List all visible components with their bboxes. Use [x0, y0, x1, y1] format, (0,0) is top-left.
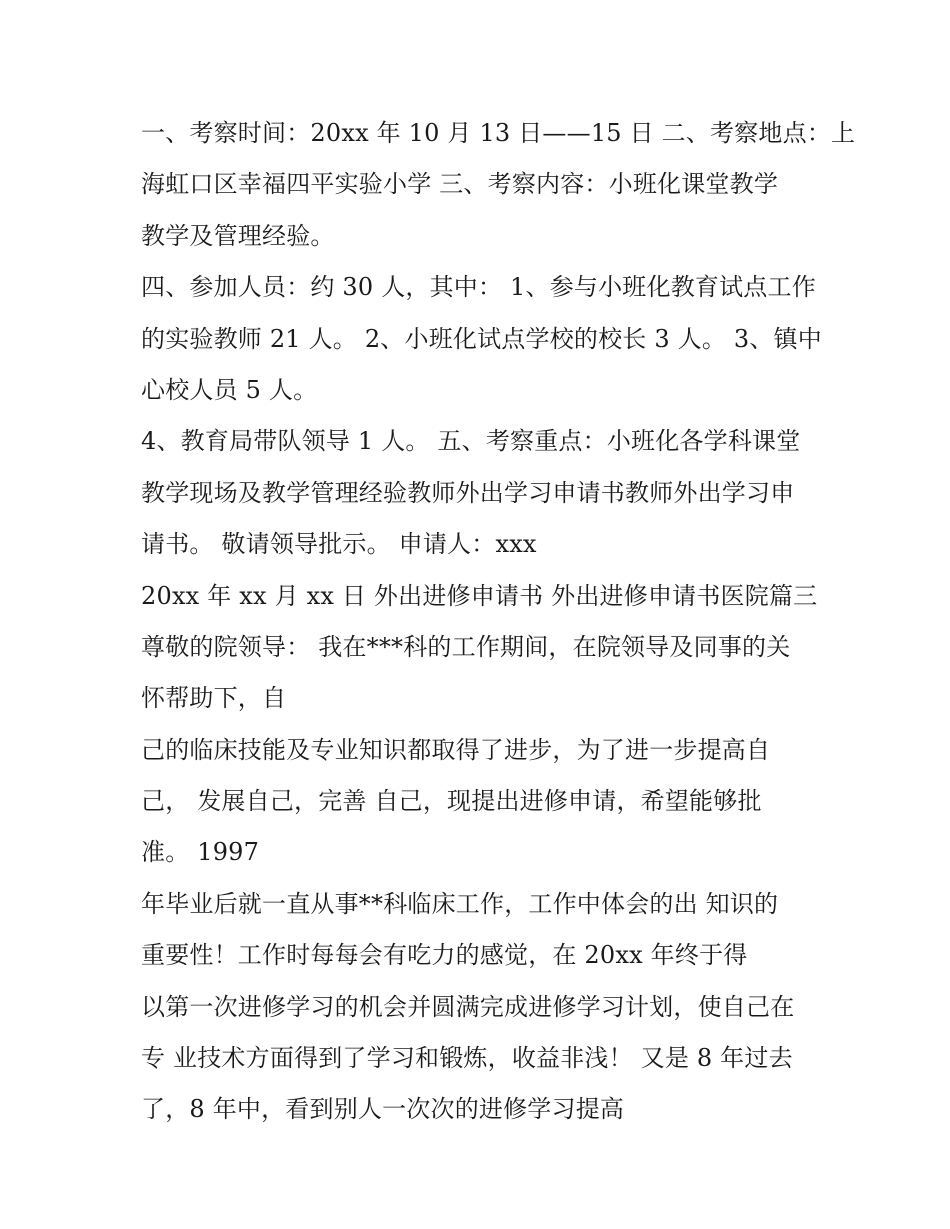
text-line: 重要性！工作时每每会有吃力的感觉，在 20xx 年终于得	[141, 941, 748, 970]
text-line: 的实验教师 21 人。 2、小班化试点学校的校长 3 人。 3、镇中	[141, 324, 822, 353]
text-line: 四、参加人员：约 30 人，其中： 1、参与小班化教育试点工作	[141, 273, 816, 302]
text-line: 教学现场及教学管理经验教师外出学习申请书教师外出学习申	[141, 478, 795, 507]
text-line: 了，8 年中，看到别人一次次的进修学习提高	[141, 1095, 625, 1124]
text-line: 准。 1997	[141, 838, 260, 867]
text-line: 年毕业后就一直从事**科临床工作，工作中体会的出 知识的	[141, 889, 779, 918]
text-line: 专 业技术方面得到了学习和锻炼，收益非浅！ 又是 8 年过去	[141, 1044, 793, 1073]
text-line: 尊敬的院领导： 我在***科的工作期间，在院领导及同事的关	[141, 632, 791, 661]
text-line: 一、考察时间：20xx 年 10 月 13 日——15 日 二、考察地点：上	[141, 119, 856, 147]
text-line: 4、教育局带队领导 1 人。 五、考察重点：小班化各学科课堂	[141, 427, 801, 456]
text-line: 怀帮助下，自	[141, 684, 287, 713]
text-line: 20xx 年 xx 月 xx 日 外出进修申请书 外出进修申请书医院篇三	[141, 581, 818, 610]
text-line: 教学及管理经验。	[141, 221, 335, 250]
text-line: 心校人员 5 人。	[141, 375, 318, 404]
text-line: 以第一次进修学习的机会并圆满完成进修学习计划，使自己在	[141, 992, 795, 1021]
text-line: 己， 发展自己，完善 自己，现提出进修申请，希望能够批	[141, 787, 762, 816]
text-line: 请书。 敬请领导批示。 申请人：xxx	[141, 530, 537, 559]
document-body	[141, 108, 856, 1136]
text-line: 海虹口区幸福四平实验小学 三、考察内容：小班化课堂教学	[141, 170, 779, 199]
text-line: 己的临床技能及专业知识都取得了进步，为了进一步提高自	[141, 735, 771, 764]
